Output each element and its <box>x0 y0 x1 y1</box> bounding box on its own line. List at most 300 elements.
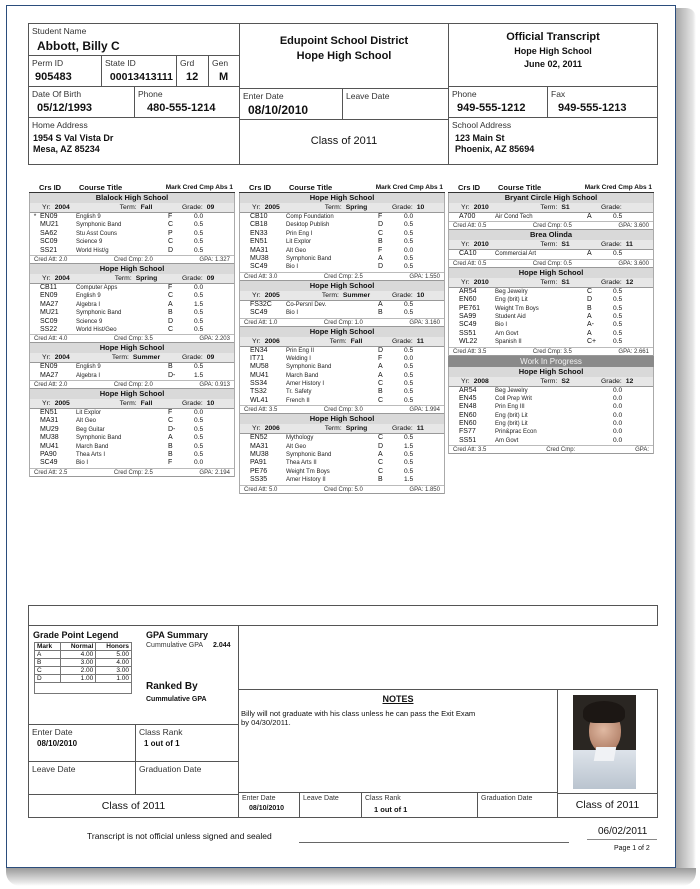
course-credit: 0.0 <box>404 354 414 362</box>
course-title: Am Govt <box>495 330 519 337</box>
course-credit: 0.5 <box>404 459 414 467</box>
course-title: Thea Arts I <box>76 452 106 459</box>
school-name: Hope High School <box>30 264 234 274</box>
course-flag <box>449 250 459 258</box>
course-id: AR54 <box>459 287 477 295</box>
course-title: Prin Eng II <box>286 347 315 354</box>
term-value: S1 <box>561 241 570 249</box>
header-mark-cred: Mark Cred Cmp Abs 1 <box>375 183 443 191</box>
credits-completed: Cred Cmp: 3.5 <box>532 348 572 355</box>
course-id: A700 <box>459 213 476 220</box>
dob-box <box>28 86 135 118</box>
gender-label: Gen <box>212 58 229 68</box>
course-column-2 <box>239 182 445 494</box>
year-label: Yr: <box>461 377 470 385</box>
grade-label: Grade: <box>601 241 622 249</box>
course-id: PA91 <box>250 459 267 467</box>
course-mark: A <box>587 213 592 220</box>
course-mark: F <box>378 246 383 254</box>
course-flag <box>240 309 250 317</box>
left-enter-date: 08/10/2010 <box>37 739 78 748</box>
course-credit: 0.5 <box>404 380 414 388</box>
term-value: Fall <box>350 337 363 345</box>
course-id: EN33 <box>250 229 268 237</box>
year-value: 2005 <box>264 291 280 299</box>
term-label: Term: <box>321 291 339 299</box>
term-cell <box>98 399 174 408</box>
term-block <box>448 193 654 230</box>
course-mark: B <box>378 309 383 317</box>
grade-label: Grade: <box>601 204 622 211</box>
state-id: 00013413111 <box>109 71 173 83</box>
ranked-by-value: Cummulative GPA <box>146 696 207 703</box>
bottom-class-rank: 1 out of 1 <box>374 805 408 814</box>
course-title: Bio I <box>286 264 299 271</box>
school-name: Hope High School <box>240 414 444 424</box>
course-title: Amer History I <box>286 381 325 388</box>
year-cell <box>449 203 517 212</box>
course-row <box>30 363 234 371</box>
course-flag <box>449 330 459 338</box>
term-label: Term: <box>540 377 558 385</box>
notes-text-line2: by 04/30/2011. <box>241 718 291 727</box>
course-mark: C <box>168 417 174 425</box>
school-name: Brea Olinda <box>449 230 653 240</box>
term-row <box>240 337 444 347</box>
legend-cell: 3.00 <box>96 667 132 675</box>
term-gpa: GPA: 0.913 <box>199 382 230 389</box>
course-row <box>30 284 234 292</box>
course-credit: 0.5 <box>404 309 414 317</box>
grade-value: 10 <box>206 400 215 408</box>
course-credit: 0.5 <box>613 329 623 337</box>
course-title: Stu Asst Couns <box>76 230 118 237</box>
term-row <box>240 291 444 301</box>
grade-label: Grade: <box>392 204 413 211</box>
grade-value: 09 <box>206 204 215 211</box>
course-flag <box>240 230 250 238</box>
course-id: EN09 <box>40 213 58 220</box>
course-id: MU38 <box>40 434 59 442</box>
course-title: Tr. Safety <box>286 389 312 396</box>
course-row <box>30 417 234 425</box>
year-value: 2008 <box>473 377 489 385</box>
district-enter-date-label: Enter Date <box>243 91 284 101</box>
course-row <box>449 288 653 296</box>
course-title: Eng (brit) Lit <box>495 421 528 428</box>
course-mark: F <box>378 354 383 362</box>
course-credit: 0.5 <box>194 434 204 442</box>
term-gpa: GPA: 1.550 <box>409 273 440 280</box>
course-mark: F <box>168 409 173 417</box>
course-credit: 0.0 <box>194 409 204 417</box>
course-title: March Band <box>76 443 109 450</box>
course-flag <box>30 326 40 334</box>
course-mark: F <box>378 213 383 220</box>
term-cell <box>517 240 593 249</box>
grade-label: Grade: <box>392 291 413 299</box>
course-mark: D <box>168 317 174 325</box>
term-value: S2 <box>561 377 570 385</box>
course-id: MU41 <box>250 371 269 379</box>
school-phone-box <box>448 86 548 118</box>
year-value: 2005 <box>54 400 70 408</box>
term-value: Fall <box>140 400 153 408</box>
grade-label: Grade: <box>182 354 203 362</box>
gpa-summary-title: GPA Summary <box>146 630 209 640</box>
term-summary <box>449 259 653 268</box>
course-mark: A <box>168 434 173 442</box>
course-id: SC09 <box>40 317 58 325</box>
course-id: SC49 <box>40 459 58 467</box>
year-label: Yr: <box>461 204 470 211</box>
credits-attempted: Cred Att: 2.5 <box>34 469 68 476</box>
term-gpa: GPA: 3.600 <box>618 260 649 267</box>
grade-value: 10 <box>416 204 425 211</box>
term-summary <box>240 405 444 414</box>
course-row <box>240 230 444 238</box>
school-phone-label: Phone <box>452 89 477 99</box>
dob-label: Date Of Birth <box>32 89 82 99</box>
photo-class-of-box <box>557 793 658 818</box>
course-row <box>449 428 653 436</box>
year-value: 2010 <box>473 204 489 211</box>
term-gpa: GPA: 1.327 <box>199 256 230 263</box>
signature-line[interactable] <box>299 842 569 843</box>
course-id: WL22 <box>459 338 478 346</box>
course-flag <box>240 380 250 388</box>
course-title: Prin Eng III <box>495 404 525 411</box>
student-name-box <box>28 23 240 56</box>
left-class-rank: 1 out of 1 <box>144 739 180 748</box>
grade-label: Grade: <box>182 204 203 211</box>
course-id: EN60 <box>459 411 477 419</box>
course-row <box>30 238 234 246</box>
legend-cell: 5.00 <box>96 651 132 659</box>
ranked-by-title: Ranked By <box>146 681 198 692</box>
course-id: EN60 <box>459 420 477 428</box>
course-title: Co-Persnl Dev. <box>286 301 327 308</box>
course-credit: 0.5 <box>613 296 623 304</box>
course-id: PA90 <box>40 451 57 459</box>
course-flag <box>30 301 40 309</box>
transcript-page <box>6 5 676 868</box>
course-mark: A <box>168 300 173 308</box>
course-mark: A <box>378 451 383 459</box>
term-row <box>449 240 653 250</box>
grade-label: Grd <box>180 58 195 68</box>
course-credit: 0.5 <box>194 442 204 450</box>
perm-id: 905483 <box>35 71 72 83</box>
left-graduation-date-label: Graduation Date <box>139 764 202 774</box>
credits-completed: Cred Cmp: 2.0 <box>113 382 153 389</box>
course-row <box>240 397 444 405</box>
bottom-enter-date: 08/10/2010 <box>249 805 285 812</box>
grade-value: 11 <box>625 241 633 249</box>
district-enter-date-box <box>239 88 343 120</box>
course-flag <box>30 409 40 417</box>
course-flag <box>240 476 250 484</box>
notes-title: NOTES <box>382 694 414 704</box>
school-fax-box <box>547 86 658 118</box>
home-address-label: Home Address <box>32 120 88 130</box>
course-title: World Hist/Geo <box>76 326 117 333</box>
legend-cell: D <box>35 675 61 683</box>
course-credit: 0.5 <box>404 363 414 371</box>
course-row <box>240 301 444 309</box>
term-value: S1 <box>561 204 570 211</box>
course-title: Bio I <box>495 322 508 329</box>
course-credit: 0.5 <box>404 371 414 379</box>
course-flag <box>30 459 40 467</box>
course-title: Coll Prep Writ <box>495 395 532 402</box>
course-flag <box>240 397 250 405</box>
grade-cell <box>174 353 234 362</box>
course-flag <box>240 221 250 229</box>
grade-value: 12 <box>625 278 634 286</box>
course-id: EN52 <box>250 434 268 442</box>
course-row <box>449 330 653 338</box>
credits-attempted: Cred Att: 2.0 <box>34 382 68 389</box>
course-credit: 0.0 <box>194 459 204 467</box>
credits-completed: Cred Cmp: 0.5 <box>532 260 572 267</box>
course-row <box>449 250 653 258</box>
course-title: Computer Apps <box>76 284 118 291</box>
legend-header-cell: Honors <box>96 643 132 651</box>
course-mark: F <box>168 283 173 291</box>
year-label: Yr: <box>461 241 470 249</box>
course-title: Eng (brit) Lit <box>495 412 528 419</box>
course-mark: C+ <box>587 338 597 346</box>
course-flag <box>30 221 40 229</box>
year-value: 2006 <box>264 337 280 345</box>
school-name: Hope High School <box>240 327 444 337</box>
course-row <box>30 230 234 238</box>
term-summary <box>30 255 234 264</box>
left-class-rank-label: Class Rank <box>139 727 183 737</box>
course-mark: C <box>168 325 174 333</box>
bottom-graduation-date-label: Graduation Date <box>481 795 533 802</box>
cumulative-gpa-value: 2.044 <box>213 642 231 649</box>
bottom-class-rank-label: Class Rank <box>365 795 401 802</box>
course-flag <box>240 372 250 380</box>
course-title: Beg Guitar <box>76 426 105 433</box>
course-flag <box>30 363 40 371</box>
course-flag <box>30 309 40 317</box>
bottom-class-rank-box <box>361 792 478 818</box>
course-flag <box>240 213 250 221</box>
course-flag <box>449 428 459 436</box>
course-row <box>30 213 234 221</box>
term-summary <box>449 221 653 230</box>
year-cell <box>449 377 517 386</box>
course-flag <box>449 338 459 346</box>
course-mark: C <box>168 221 174 229</box>
course-id: CB11 <box>40 283 57 291</box>
course-credit: 0.0 <box>613 428 623 436</box>
credits-attempted: Cred Att: 1.0 <box>244 319 278 326</box>
term-gpa: GPA: <box>635 447 649 454</box>
year-value: 2004 <box>54 274 70 282</box>
course-row <box>240 213 444 221</box>
credits-attempted: Cred Att: 3.5 <box>244 407 278 414</box>
course-mark <box>587 395 613 403</box>
term-gpa: GPA: 3.160 <box>409 319 440 326</box>
course-row <box>240 255 444 263</box>
year-value: 2006 <box>264 425 280 433</box>
course-title: Symphonic Band <box>286 255 332 262</box>
course-credit: 0.0 <box>613 403 623 411</box>
course-credit: 0.5 <box>613 338 623 346</box>
course-flag <box>30 451 40 459</box>
course-row <box>30 326 234 334</box>
course-row <box>449 338 653 346</box>
page-shadow-right <box>676 8 696 874</box>
home-address-line1: 1954 S Val Vista Dr <box>33 133 114 143</box>
course-flag <box>30 292 40 300</box>
credits-completed: Cred Cmp: 1.0 <box>323 319 363 326</box>
course-credit: 0.5 <box>613 287 623 295</box>
course-credit: 0.0 <box>613 394 623 402</box>
course-row <box>449 412 653 420</box>
course-row <box>240 363 444 371</box>
left-class-of: Class of 2011 <box>101 800 166 812</box>
term-row <box>30 399 234 409</box>
course-id: MA31 <box>250 246 269 254</box>
footer-date-line <box>587 839 657 840</box>
year-cell <box>240 424 308 433</box>
grade-label: Grade: <box>392 337 413 345</box>
course-id: PE76 <box>250 467 268 475</box>
notes-box <box>238 689 558 793</box>
grade-box <box>176 55 209 87</box>
course-row <box>30 318 234 326</box>
course-credit: 0.5 <box>194 417 204 425</box>
district-leave-date-label: Leave Date <box>346 91 390 101</box>
course-credit: 0.5 <box>404 300 414 308</box>
course-title: English 9 <box>76 364 101 371</box>
course-credit: 0.5 <box>194 292 204 300</box>
course-credit: 0.5 <box>404 451 414 459</box>
term-gpa: GPA: 2.203 <box>199 336 230 343</box>
course-flag <box>449 403 459 411</box>
work-in-progress-banner: Work In Progress <box>448 356 654 367</box>
course-credit: 0.0 <box>613 420 623 428</box>
term-value: Summer <box>132 354 161 362</box>
credits-attempted: Cred Att: 3.5 <box>453 348 487 355</box>
course-title: Beg Jewelry <box>495 387 528 394</box>
course-id: MA27 <box>40 371 59 379</box>
course-header-row <box>448 182 654 193</box>
course-mark: D <box>168 246 174 254</box>
grade-label: Grade: <box>392 425 413 433</box>
term-summary <box>240 485 444 494</box>
course-mark: C <box>378 459 384 467</box>
dob-value: 05/12/1993 <box>37 102 93 114</box>
state-id-box <box>101 55 177 87</box>
district-class-box <box>239 119 449 165</box>
term-block <box>239 281 445 327</box>
year-label: Yr: <box>252 204 261 211</box>
course-flag <box>30 443 40 451</box>
credits-attempted: Cred Att: 2.0 <box>34 256 68 263</box>
legend-cell: 3.00 <box>60 659 95 667</box>
course-row <box>30 443 234 451</box>
term-summary <box>30 334 234 343</box>
left-graduation-date-box <box>135 761 239 795</box>
course-mark <box>587 403 613 411</box>
term-value: Spring <box>135 274 158 282</box>
term-value: Spring <box>345 204 368 211</box>
course-id: EN51 <box>250 238 268 246</box>
year-value: 2004 <box>54 204 70 211</box>
term-row <box>30 274 234 284</box>
course-row <box>449 403 653 411</box>
course-flag <box>240 443 250 451</box>
course-mark: B <box>168 442 173 450</box>
course-row <box>240 221 444 229</box>
term-gpa: GPA: 2.194 <box>199 469 230 476</box>
year-cell <box>240 291 308 300</box>
student-phone: 480-555-1214 <box>147 102 216 114</box>
legend-header-cell: Mark <box>35 643 61 651</box>
course-flag <box>240 238 250 246</box>
course-mark: A <box>378 363 383 371</box>
bottom-graduation-date-box <box>477 792 558 818</box>
header-mark-cred: Mark Cred Cmp Abs 1 <box>165 183 233 191</box>
year-label: Yr: <box>42 400 51 408</box>
legend-cell: B <box>35 659 61 667</box>
year-label: Yr: <box>252 337 261 345</box>
course-title: Prin&prac Econ <box>495 429 537 436</box>
course-id: SS22 <box>40 325 58 333</box>
course-title: World Hist/g <box>76 247 109 254</box>
course-flag <box>449 313 459 321</box>
course-credit: 0.5 <box>613 213 623 220</box>
left-enter-date-label: Enter Date <box>32 727 73 737</box>
grade-value: 12 <box>625 377 634 385</box>
course-title: Lit Explor <box>76 410 102 417</box>
term-row <box>240 203 444 213</box>
course-flag <box>240 263 250 271</box>
header-course-title: Course Title <box>498 182 542 192</box>
term-row <box>30 203 234 213</box>
grade-cell <box>593 377 653 386</box>
credits-completed: Cred Cmp: 5.0 <box>323 486 363 493</box>
course-mark: D <box>378 442 384 450</box>
course-mark: C <box>378 396 384 404</box>
course-row <box>240 309 444 317</box>
year-label: Yr: <box>42 204 51 211</box>
term-block <box>239 193 445 281</box>
legend-cell: 4.00 <box>96 659 132 667</box>
term-row <box>30 353 234 363</box>
term-block <box>29 264 235 343</box>
course-credit: 0.5 <box>404 434 414 442</box>
course-row <box>449 321 653 329</box>
credits-completed: Cred Cmp: 3.0 <box>323 407 363 414</box>
term-cell <box>308 424 384 433</box>
term-summary <box>30 380 234 389</box>
course-credit: 0.5 <box>613 321 623 329</box>
course-id: MU38 <box>250 254 269 262</box>
course-flag <box>240 247 250 255</box>
term-value: Fall <box>140 204 153 211</box>
course-title: Alt Geo <box>286 247 307 254</box>
course-row <box>240 459 444 467</box>
course-row <box>240 380 444 388</box>
course-credit: 0.5 <box>194 325 204 333</box>
